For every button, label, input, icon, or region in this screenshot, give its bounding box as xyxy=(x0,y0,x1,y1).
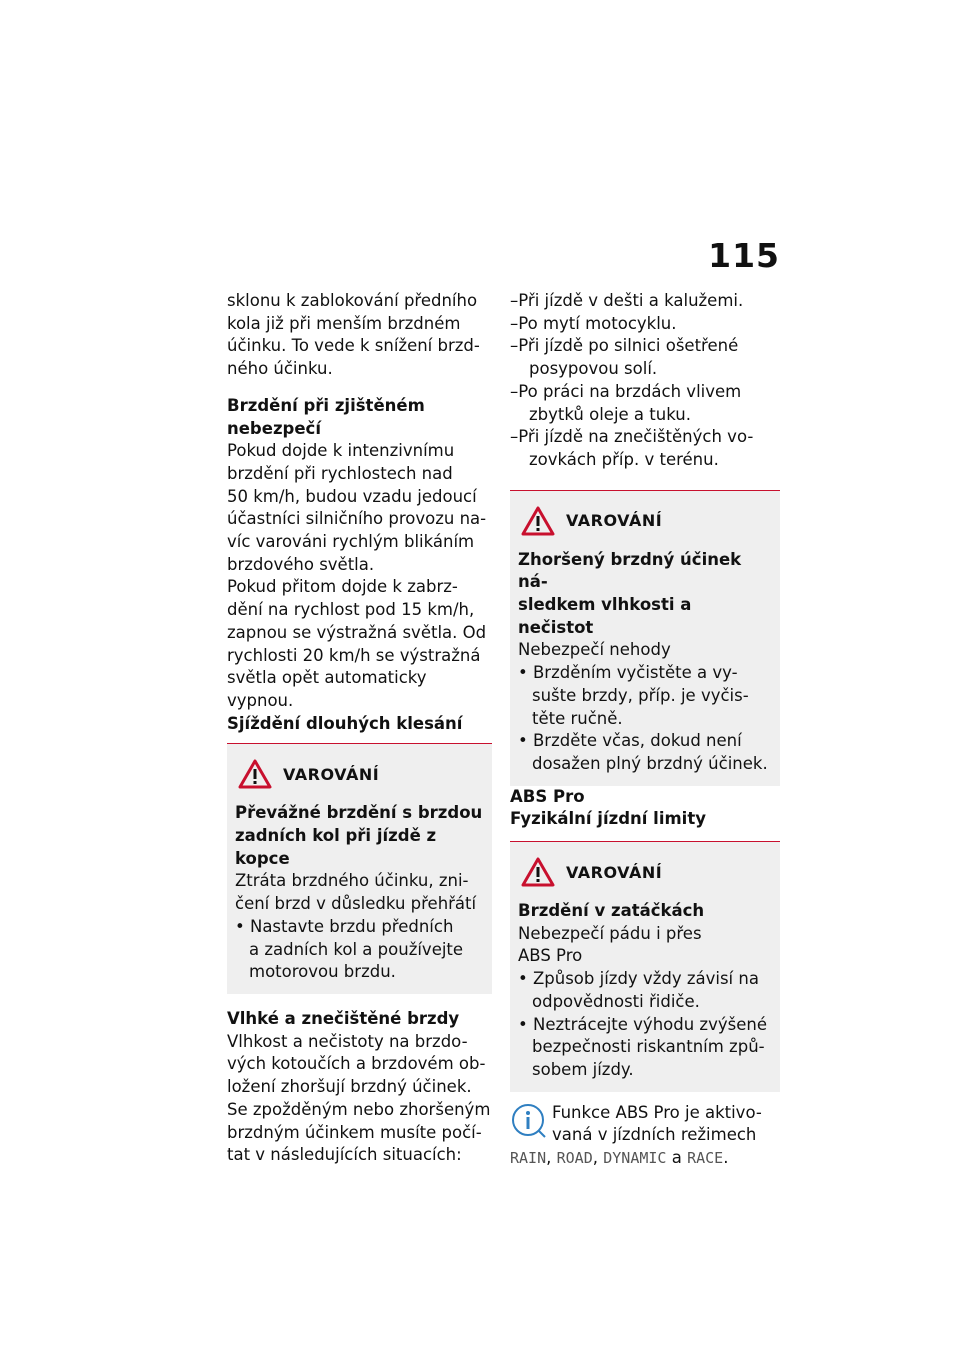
text-line: dění na rychlost pod 15 km/h, xyxy=(227,600,475,620)
section-heading: Brzdění při zjištěném xyxy=(227,395,425,415)
list-item: –Při jízdě po silnici ošetřené xyxy=(510,336,739,356)
warning-header xyxy=(520,505,772,537)
text-line: čení brzd v důsledku přehřátí xyxy=(235,894,477,914)
warning-title: VAROVÁNÍ xyxy=(566,511,663,531)
section-braking-danger xyxy=(227,395,492,713)
bullet-line: dosažen plný brzdný účinek. xyxy=(532,753,768,773)
warning-box xyxy=(510,841,780,1092)
mode-rain: RAIN xyxy=(510,1149,547,1168)
mode-race: RACE xyxy=(687,1149,724,1168)
info-icon xyxy=(510,1102,548,1140)
section-subheading: Fyzikální jízdní limity xyxy=(510,809,706,829)
bullet-line: sobem jízdy. xyxy=(532,1059,634,1079)
warning-title: VAROVÁNÍ xyxy=(566,862,663,882)
text-line: Funkce ABS Pro je aktivo- xyxy=(552,1102,762,1122)
warning-triangle-icon xyxy=(520,856,556,888)
text-line: účastníci silničního provozu na- xyxy=(227,509,487,529)
warning-headline: Brzdění v zatáčkách xyxy=(518,901,705,921)
text-line: kola již při menším brzdném xyxy=(227,313,461,333)
separator: , xyxy=(592,1148,604,1168)
mode-dynamic: DYNAMIC xyxy=(603,1149,667,1168)
section-heading: Sjíždění dlouhých klesání xyxy=(227,713,463,733)
info-text xyxy=(552,1102,762,1147)
page-number: 115 xyxy=(708,236,780,275)
text-line: Ztráta brzdného účinku, zni- xyxy=(235,871,469,891)
text-line: Nebezpečí pádu i přes xyxy=(518,923,702,943)
section-heading: Vlhké a znečištěné brzdy xyxy=(227,1008,460,1028)
bullet-line: • Brzděte včas, dokud není xyxy=(518,731,742,751)
text-line: rychlosti 20 km/h se výstražná xyxy=(227,645,481,665)
bullet-line: sušte brzdy, příp. je vyčis- xyxy=(532,685,749,705)
text-line: účinku. To vede k snížení brzd- xyxy=(227,336,480,356)
bullet-line: odpovědnosti řidiče. xyxy=(532,991,700,1011)
warning-headline: Zhoršený brzdný účinek ná- xyxy=(518,549,742,592)
text-line: Vlhkost a nečistoty na brzdo- xyxy=(227,1031,468,1051)
bullet-line: • Brzděním vyčistěte a vy- xyxy=(518,663,738,683)
mode-road: ROAD xyxy=(556,1149,593,1168)
text-line: brzdným účinkem musíte počí- xyxy=(227,1122,482,1142)
situation-list xyxy=(510,290,780,472)
warning-headline: Převážné brzdění s brzdou xyxy=(235,803,483,823)
section-heading-abs: ABS Pro xyxy=(510,786,585,806)
list-item: –Při jízdě na znečištěných vo- xyxy=(510,427,754,447)
info-note xyxy=(510,1102,780,1147)
bullet-line: • Způsob jízdy vždy závisí na xyxy=(518,969,759,989)
text-line: sklonu k zablokování předního xyxy=(227,291,478,310)
section-wet-brakes xyxy=(227,1008,492,1167)
bullet-line: bezpečnosti riskantním způ- xyxy=(532,1037,765,1057)
list-item-continuation: zbytků oleje a tuku. xyxy=(529,404,691,424)
text-line: zapnou se výstražná světla. Od xyxy=(227,622,487,642)
left-column xyxy=(227,290,492,1167)
text-line: ložení zhoršují brzdný účinek. xyxy=(227,1077,472,1097)
text-line: Pokud dojde k intenzivnímu xyxy=(227,441,455,461)
riding-modes-line xyxy=(510,1147,780,1170)
bullet-line: a zadních kol a používejte xyxy=(249,939,464,959)
text-line: 50 km/h, budou vzadu jedoucí xyxy=(227,486,477,506)
period: . xyxy=(723,1148,729,1168)
warning-title: VAROVÁNÍ xyxy=(283,764,380,784)
text-line: brzdění při rychlostech nad xyxy=(227,463,453,483)
bullet-line: motorovou brzdu. xyxy=(249,962,396,982)
text-line: ABS Pro xyxy=(518,946,583,966)
warning-headline: zadních kol při jízdě z kopce xyxy=(235,826,437,868)
conjunction: a xyxy=(666,1148,688,1168)
bullet-line: • Nastavte brzdu předních xyxy=(235,916,454,936)
bullet-line: těte ručně. xyxy=(532,708,623,728)
bullet-line: • Neztrácejte výhodu zvýšené xyxy=(518,1014,767,1034)
text-line: víc varováni rychlým blikáním xyxy=(227,532,475,552)
text-line: světla opět automaticky vypnou. xyxy=(227,668,427,710)
warning-box xyxy=(227,743,492,994)
warning-triangle-icon xyxy=(520,505,556,537)
warning-headline: sledkem vlhkosti a nečistot xyxy=(518,595,692,637)
list-item: –Po práci na brzdách vlivem xyxy=(510,381,742,401)
list-item-continuation: zovkách příp. v terénu. xyxy=(529,449,719,469)
warning-box xyxy=(510,490,780,786)
text-line: Se zpožděným nebo zhoršeným xyxy=(227,1099,491,1119)
text-line: Pokud přitom dojde k zabrz- xyxy=(227,577,458,597)
text-line: ného účinku. xyxy=(227,359,333,379)
warning-header xyxy=(237,758,484,790)
warning-triangle-icon xyxy=(237,758,273,790)
warning-header xyxy=(520,856,772,888)
right-column xyxy=(510,290,780,1170)
list-item: –Po mytí motocyklu. xyxy=(510,313,677,333)
intro-paragraph xyxy=(227,290,492,381)
text-line: vaná v jízdních režimech xyxy=(552,1125,757,1145)
list-item: –Při jízdě v dešti a kalužemi. xyxy=(510,291,744,310)
text-line: brzdového světla. xyxy=(227,554,375,574)
text-line: vých kotoučích a brzdovém ob- xyxy=(227,1054,486,1074)
text-line: Nebezpečí nehody xyxy=(518,640,671,660)
separator: , xyxy=(546,1148,557,1168)
section-heading: nebezpečí xyxy=(227,418,321,438)
text-line: tat v následujících situacích: xyxy=(227,1145,462,1165)
list-item-continuation: posypovou solí. xyxy=(529,359,658,379)
